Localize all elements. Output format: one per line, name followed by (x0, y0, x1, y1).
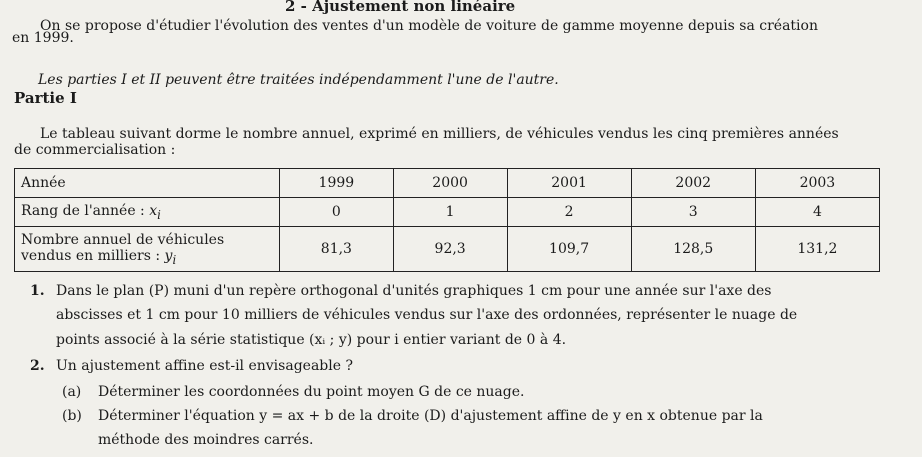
row-header-sales (15, 227, 280, 272)
sales-table (14, 168, 880, 272)
part-title: Partie I (14, 89, 77, 107)
row-header-rank (15, 198, 280, 227)
question-2b-line-2: méthode des moindres carrés. (98, 432, 314, 448)
table-row-sales (15, 227, 880, 272)
question-2-text: Un ajustement affine est-il envisageable ? (56, 358, 353, 374)
section-title: 2 - Ajustement non linéaire (285, 0, 516, 15)
sales-label-line-2 (21, 248, 273, 267)
year-cell: 2000 (393, 169, 507, 198)
sales-label-line-1: Nombre annuel de véhicules (21, 231, 225, 248)
rank-variable: x (149, 202, 158, 219)
sales-cell: 131,2 (755, 227, 879, 272)
sales-variable: y (164, 247, 173, 264)
question-2b-line-1: Déterminer l'équation y = ax + b de la droite (D) d'ajustement affine de y en x obtenue par la (98, 408, 763, 424)
sales-cell: 81,3 (280, 227, 394, 272)
question-2-number: 2. (30, 358, 45, 374)
rank-cell: 1 (393, 198, 507, 227)
table-intro-line-2: de commercialisation : (14, 142, 176, 158)
year-cell: 2001 (507, 169, 631, 198)
intro-line-2: en 1999. (12, 30, 74, 46)
intro-line-1: On se propose d'étudier l'évolution des ventes d'un modèle de voiture de gamme moyenne depuis sa création (40, 18, 818, 34)
sales-subscript: i (172, 252, 177, 267)
rank-cell: 4 (755, 198, 879, 227)
question-2b-label: (b) (62, 408, 82, 424)
question-1-line-3: points associé à la série statistique (xᵢ ; y) pour i entier variant de 0 à 4. (56, 332, 567, 348)
question-2a-label: (a) (62, 384, 82, 400)
independence-note: Les parties I et II peuvent être traitées indépendamment l'une de l'autre. (38, 72, 559, 88)
question-1-line-1: Dans le plan (P) muni d'un repère orthogonal d'unités graphiques 1 cm pour une année sur l'axe des (56, 283, 772, 299)
year-cell: 2003 (755, 169, 879, 198)
table-row-year (15, 169, 880, 198)
rank-label: Rang de l'année : (21, 202, 150, 219)
row-header-year: Année (15, 169, 280, 198)
sales-cell: 128,5 (631, 227, 755, 272)
question-2a-text: Déterminer les coordonnées du point moyen G de ce nuage. (98, 384, 525, 400)
rank-subscript: i (157, 207, 161, 222)
table-intro-line-1: Le tableau suivant dorme le nombre annuel, exprimé en milliers, de véhicules vendus les cinq premières années (40, 126, 839, 142)
sales-label-text: vendus en milliers : (21, 247, 165, 264)
sales-cell: 92,3 (393, 227, 507, 272)
rank-cell: 2 (507, 198, 631, 227)
year-cell: 1999 (280, 169, 394, 198)
table-row-rank (15, 198, 880, 227)
question-1-line-2: abscisses et 1 cm pour 10 milliers de véhicules vendus sur l'axe des ordonnées, représenter le nuage de (56, 307, 798, 323)
rank-cell: 3 (631, 198, 755, 227)
year-cell: 2002 (631, 169, 755, 198)
rank-cell: 0 (280, 198, 394, 227)
question-1-number: 1. (30, 283, 45, 299)
sales-cell: 109,7 (507, 227, 631, 272)
